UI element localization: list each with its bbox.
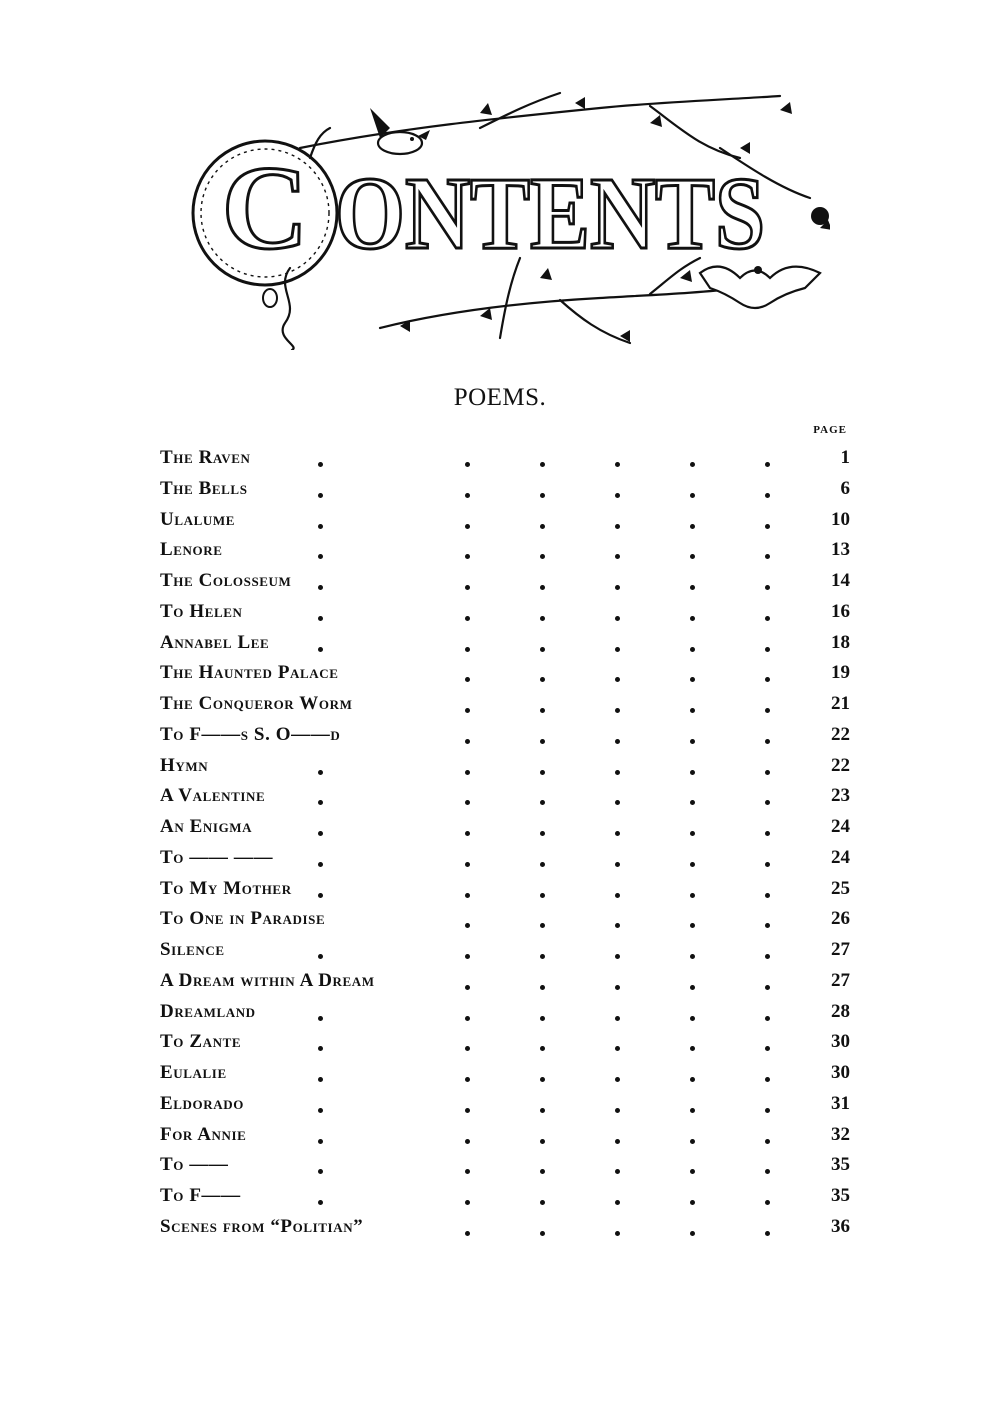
toc-entry-title: To Helen xyxy=(160,600,243,622)
leader-dot xyxy=(540,585,545,590)
leader-dot xyxy=(765,1231,770,1236)
leader-dot xyxy=(540,831,545,836)
toc-entry xyxy=(160,474,850,505)
leader-dot xyxy=(465,831,470,836)
leader-dot xyxy=(540,1108,545,1113)
toc-entry-title: Dreamland xyxy=(160,1000,256,1022)
leader-dot xyxy=(765,862,770,867)
leader-dot xyxy=(318,493,323,498)
toc-entry xyxy=(160,812,850,843)
leader-dot xyxy=(765,647,770,652)
leader-dot xyxy=(540,493,545,498)
toc-entry-title: The Raven xyxy=(160,447,251,468)
leader-dot xyxy=(540,1169,545,1174)
toc-entry xyxy=(160,904,850,935)
toc-entry-title: Eldorado xyxy=(160,1092,244,1114)
leader-dot xyxy=(690,524,695,529)
leader-dot xyxy=(765,800,770,805)
toc-entry xyxy=(160,505,850,536)
leader-dot xyxy=(615,585,620,590)
leader-dot xyxy=(540,616,545,621)
toc-entry-page-number: 27 xyxy=(831,939,850,960)
leader-dot xyxy=(465,1077,470,1082)
leader-dot xyxy=(465,1046,470,1051)
leader-dot xyxy=(318,462,323,467)
leader-dot xyxy=(318,954,323,959)
toc-entry xyxy=(160,597,850,628)
leader-dot xyxy=(690,462,695,467)
toc-entry xyxy=(160,1150,850,1181)
toc-entry-title: To F—— xyxy=(160,1185,241,1206)
leader-dot xyxy=(465,770,470,775)
leader-dot xyxy=(540,800,545,805)
toc-entry-page-number: 31 xyxy=(831,1092,850,1114)
toc-entry xyxy=(160,1027,850,1058)
leader-dot xyxy=(318,1077,323,1082)
toc-entry-title: Annabel Lee xyxy=(160,631,270,653)
leader-dot xyxy=(540,647,545,652)
leader-dot xyxy=(318,800,323,805)
toc-entry-page-number: 24 xyxy=(831,846,850,868)
leader-dot xyxy=(465,585,470,590)
toc-entry-title: To —— —— xyxy=(160,846,274,868)
leader-dot xyxy=(765,585,770,590)
leader-dot xyxy=(690,493,695,498)
leader-dot xyxy=(540,524,545,529)
toc-entry-title: An Enigma xyxy=(160,816,253,837)
leader-dot xyxy=(615,1108,620,1113)
leader-dot xyxy=(690,739,695,744)
toc-entry-page-number: 13 xyxy=(831,539,850,561)
toc-entry-title: The Haunted Palace xyxy=(160,662,339,684)
leader-dot xyxy=(690,677,695,682)
leader-dot xyxy=(690,831,695,836)
leader-dot xyxy=(690,954,695,959)
leader-dot xyxy=(690,1077,695,1082)
toc-entry xyxy=(160,997,850,1028)
leader-dot xyxy=(318,862,323,867)
leader-dot xyxy=(318,1169,323,1174)
toc-entry-page-number: 26 xyxy=(831,908,850,930)
leader-dot xyxy=(690,893,695,898)
leader-dot xyxy=(765,1077,770,1082)
leader-dot xyxy=(615,554,620,559)
toc-entry xyxy=(160,628,850,659)
leader-dot xyxy=(540,1077,545,1082)
toc-entry xyxy=(160,1120,850,1151)
leader-dot xyxy=(765,1200,770,1205)
leader-dot xyxy=(465,1108,470,1113)
leader-dot xyxy=(765,739,770,744)
leader-dot xyxy=(765,985,770,990)
leader-dot xyxy=(540,985,545,990)
leader-dot xyxy=(318,524,323,529)
toc-entry-title: To F——s S. O——d xyxy=(160,723,341,745)
leader-dot xyxy=(765,524,770,529)
leader-dot xyxy=(615,1016,620,1021)
toc-entry-page-number: 24 xyxy=(831,816,850,837)
leader-dot xyxy=(615,831,620,836)
leader-dot xyxy=(540,1046,545,1051)
leader-dot xyxy=(765,1169,770,1174)
leader-dot xyxy=(318,647,323,652)
leader-dot xyxy=(540,739,545,744)
toc-entry-page-number: 22 xyxy=(831,754,850,776)
leader-dot xyxy=(540,923,545,928)
toc-entry xyxy=(160,1058,850,1089)
leader-dot xyxy=(540,1200,545,1205)
toc-entry-title: A Dream within A Dream xyxy=(160,969,375,991)
leader-dot xyxy=(765,708,770,713)
toc-entry-page-number: 32 xyxy=(831,1123,850,1145)
leader-dot xyxy=(540,770,545,775)
leader-dot xyxy=(615,800,620,805)
leader-dot xyxy=(540,554,545,559)
leader-dot xyxy=(465,954,470,959)
leader-dot xyxy=(690,1200,695,1205)
leader-dot xyxy=(690,923,695,928)
leader-dot xyxy=(615,647,620,652)
leader-dot xyxy=(540,462,545,467)
leader-dot xyxy=(465,524,470,529)
leader-dot xyxy=(765,1016,770,1021)
toc-entry-page-number: 30 xyxy=(831,1031,850,1053)
leader-dot xyxy=(765,462,770,467)
leader-dot xyxy=(318,616,323,621)
leader-dot xyxy=(465,893,470,898)
leader-dot xyxy=(615,923,620,928)
toc-entry xyxy=(160,1212,850,1243)
leader-dot xyxy=(765,923,770,928)
leader-dot xyxy=(540,893,545,898)
leader-dot xyxy=(615,862,620,867)
toc-entry-title: Ulalume xyxy=(160,508,235,530)
leader-dot xyxy=(765,1046,770,1051)
leader-dot xyxy=(690,585,695,590)
toc-entry-page-number: 35 xyxy=(831,1185,850,1206)
leader-dot xyxy=(318,893,323,898)
leader-dot xyxy=(318,585,323,590)
toc-entry-page-number: 27 xyxy=(831,969,850,991)
toc-entry-page-number: 30 xyxy=(831,1062,850,1083)
toc-entry xyxy=(160,1181,850,1212)
leader-dot xyxy=(540,708,545,713)
toc-entry xyxy=(160,443,850,474)
toc-entry-title: Lenore xyxy=(160,539,223,561)
leader-dot xyxy=(540,862,545,867)
leader-dot xyxy=(615,954,620,959)
toc-entry-title: The Conqueror Worm xyxy=(160,693,353,714)
leader-dot xyxy=(615,1046,620,1051)
toc-entry xyxy=(160,1089,850,1120)
section-heading: POEMS. xyxy=(453,384,547,411)
leader-dot xyxy=(690,1169,695,1174)
leader-dot xyxy=(615,985,620,990)
leader-dot xyxy=(615,708,620,713)
leader-dot xyxy=(615,1231,620,1236)
leader-dot xyxy=(615,770,620,775)
egg-icon xyxy=(263,289,277,307)
toc-entry-page-number: 6 xyxy=(840,477,850,499)
leader-dot xyxy=(318,1016,323,1021)
leader-dot xyxy=(615,893,620,898)
leader-dot xyxy=(465,616,470,621)
leader-dot xyxy=(690,1108,695,1113)
leader-dot xyxy=(465,1016,470,1021)
toc-entry-page-number: 16 xyxy=(831,600,850,622)
leader-dot xyxy=(465,1139,470,1144)
leader-dot xyxy=(318,831,323,836)
toc-entry-page-number: 14 xyxy=(831,570,850,591)
leader-dot xyxy=(615,462,620,467)
leader-dot xyxy=(765,677,770,682)
toc-entry-title: For Annie xyxy=(160,1123,247,1145)
bird-icon xyxy=(370,108,430,154)
leader-dot xyxy=(465,677,470,682)
leader-dot xyxy=(318,770,323,775)
leader-dot xyxy=(690,708,695,713)
leader-dot xyxy=(540,1139,545,1144)
toc-entry-title: Silence xyxy=(160,939,225,960)
leader-dot xyxy=(690,800,695,805)
leader-dot xyxy=(465,554,470,559)
toc-entry xyxy=(160,658,850,689)
toc-entry-page-number: 1 xyxy=(840,447,850,468)
toc-entry-title: Hymn xyxy=(160,754,209,776)
leader-dot xyxy=(615,1169,620,1174)
leader-dot xyxy=(765,1108,770,1113)
toc-entry-page-number: 23 xyxy=(831,785,850,807)
leader-dot xyxy=(465,739,470,744)
leader-dot xyxy=(465,800,470,805)
leader-dot xyxy=(690,770,695,775)
leader-dot xyxy=(765,893,770,898)
toc-entry xyxy=(160,843,850,874)
toc-entry-page-number: 21 xyxy=(831,693,850,714)
toc-entry-title: To —— xyxy=(160,1154,229,1176)
leader-dot xyxy=(540,1231,545,1236)
toc-entry-title: Scenes from “Politian” xyxy=(160,1215,364,1237)
leader-dot xyxy=(465,923,470,928)
leader-dot xyxy=(765,831,770,836)
leader-dot xyxy=(690,1231,695,1236)
toc-entry xyxy=(160,781,850,812)
leader-dot xyxy=(465,462,470,467)
leader-dot xyxy=(465,1169,470,1174)
table-of-contents xyxy=(160,443,850,1243)
leader-dot xyxy=(765,616,770,621)
leader-dot xyxy=(615,739,620,744)
leader-dot xyxy=(540,677,545,682)
leader-dot xyxy=(765,493,770,498)
leader-dot xyxy=(690,554,695,559)
toc-entry xyxy=(160,935,850,966)
toc-entry-page-number: 18 xyxy=(831,631,850,653)
toc-entry-title: A Valentine xyxy=(160,785,266,807)
leader-dot xyxy=(690,1016,695,1021)
leader-dot xyxy=(318,1108,323,1113)
toc-entry-page-number: 22 xyxy=(831,723,850,745)
leader-dot xyxy=(690,616,695,621)
toc-entry xyxy=(160,720,850,751)
toc-entry-title: The Bells xyxy=(160,477,248,499)
toc-entry-page-number: 35 xyxy=(831,1154,850,1176)
toc-entry-page-number: 36 xyxy=(831,1215,850,1237)
leader-dot xyxy=(465,1200,470,1205)
leader-dot xyxy=(615,493,620,498)
leader-dot xyxy=(615,616,620,621)
toc-entry xyxy=(160,535,850,566)
title-initial-letter: C xyxy=(221,141,309,274)
contents-title: ONTENTS xyxy=(335,156,765,271)
leader-dot xyxy=(318,1139,323,1144)
leader-dot xyxy=(765,954,770,959)
leader-dot xyxy=(318,554,323,559)
leader-dot xyxy=(690,985,695,990)
toc-entry-title: To One in Paradise xyxy=(160,908,326,930)
leader-dot xyxy=(690,862,695,867)
leader-dot xyxy=(465,985,470,990)
leader-dot xyxy=(540,1016,545,1021)
leader-dot xyxy=(690,1046,695,1051)
toc-entry xyxy=(160,874,850,905)
leader-dot xyxy=(690,647,695,652)
toc-entry-title: The Colosseum xyxy=(160,570,292,591)
leader-dot xyxy=(318,1046,323,1051)
leader-dot xyxy=(615,677,620,682)
toc-entry xyxy=(160,689,850,720)
toc-entry-title: To My Mother xyxy=(160,877,292,899)
leader-dot xyxy=(465,647,470,652)
contents-title-illustration xyxy=(180,88,830,350)
page-column-label: PAGE xyxy=(813,424,847,436)
leader-dot xyxy=(615,524,620,529)
toc-entry-page-number: 10 xyxy=(831,508,850,530)
leader-dot xyxy=(465,1231,470,1236)
leader-dot xyxy=(615,1200,620,1205)
toc-entry-page-number: 19 xyxy=(831,662,850,684)
leader-dot xyxy=(465,493,470,498)
leader-dot xyxy=(465,862,470,867)
leader-dot xyxy=(615,1077,620,1082)
toc-entry xyxy=(160,966,850,997)
toc-entry-page-number: 25 xyxy=(831,877,850,899)
toc-entry xyxy=(160,566,850,597)
leader-dot xyxy=(615,1139,620,1144)
toc-entry-title: To Zante xyxy=(160,1031,242,1053)
leader-dot xyxy=(540,954,545,959)
toc-entry xyxy=(160,751,850,782)
toc-entry-page-number: 28 xyxy=(831,1000,850,1022)
bat-icon xyxy=(700,266,820,308)
leader-dot xyxy=(465,708,470,713)
leader-dot xyxy=(690,1139,695,1144)
leader-dot xyxy=(765,770,770,775)
leader-dot xyxy=(765,554,770,559)
leader-dot xyxy=(318,1200,323,1205)
toc-entry-title: Eulalie xyxy=(160,1062,227,1083)
leader-dot xyxy=(765,1139,770,1144)
